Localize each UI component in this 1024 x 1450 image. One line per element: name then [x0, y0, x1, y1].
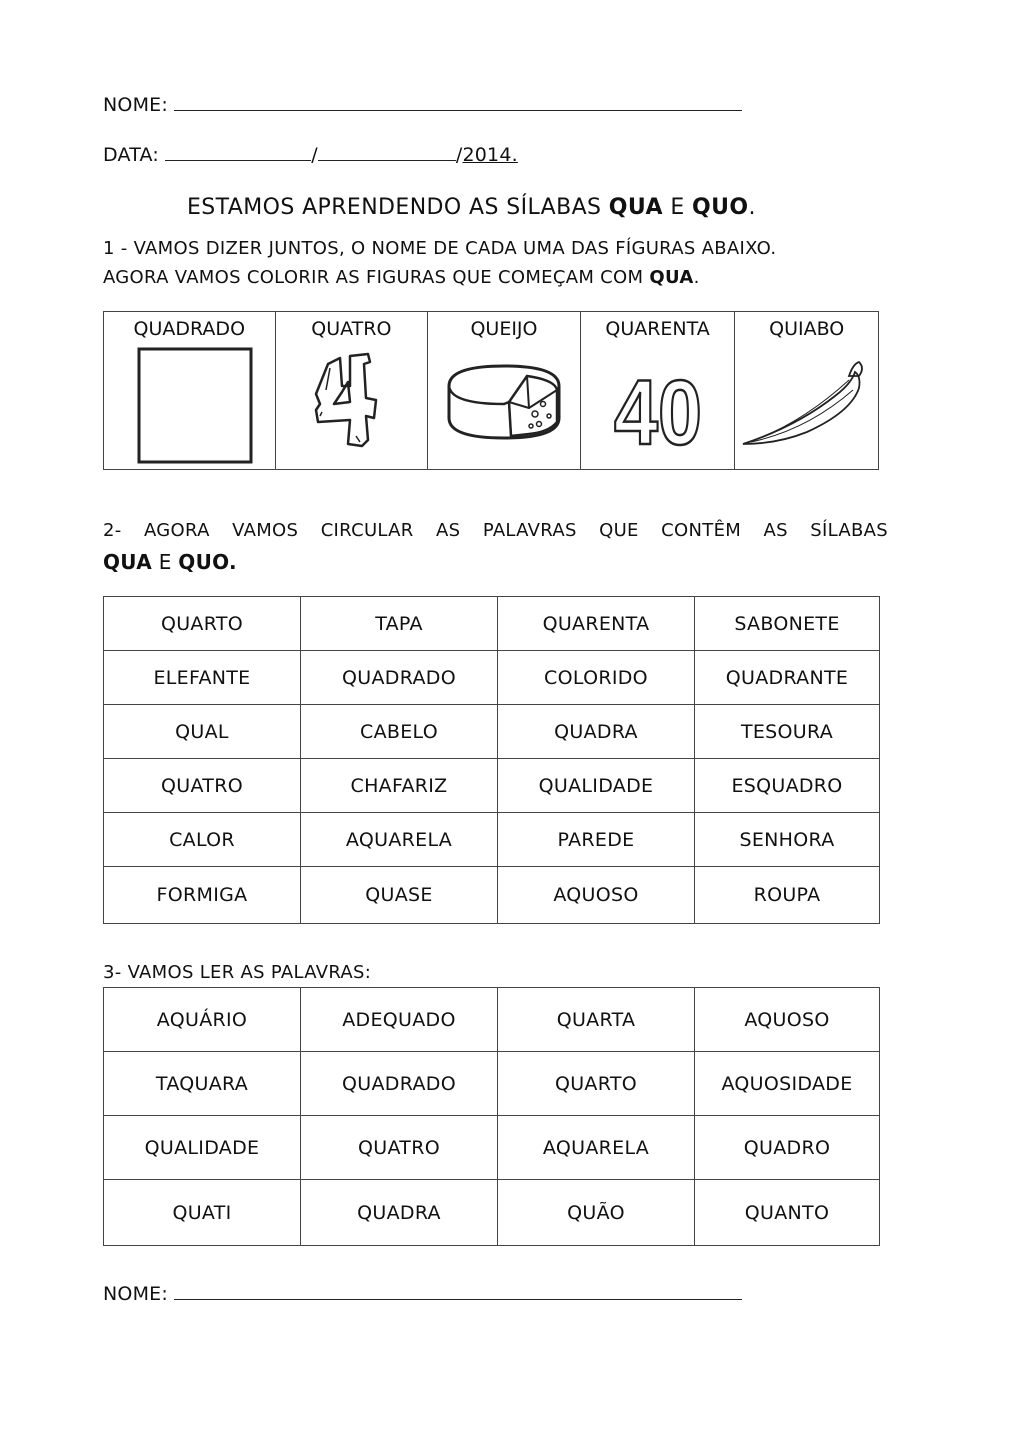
read-words-table [103, 987, 880, 1246]
word-cell[interactable]: TAPA [301, 597, 498, 651]
footer-name-blank[interactable] [174, 1281, 742, 1300]
word-cell: QUADRO [695, 1116, 880, 1180]
word-cell[interactable]: SABONETE [695, 597, 880, 651]
table-row [104, 759, 880, 813]
section2-bold-quo: QUO. [178, 550, 237, 574]
table-row [104, 1116, 880, 1180]
date-separator: / [311, 144, 318, 166]
word-cell[interactable]: QUALIDADE [498, 759, 695, 813]
number-forty-icon [583, 346, 733, 468]
word-cell[interactable]: ESQUADRO [695, 759, 880, 813]
word-cell[interactable]: SENHORA [695, 813, 880, 867]
square-icon [109, 346, 269, 468]
cheese-icon [429, 346, 579, 468]
word-cell: QUARTO [498, 1052, 695, 1116]
table-row [104, 651, 880, 705]
word-cell: QUANTO [695, 1180, 880, 1246]
section1-line2-bold: QUA [649, 267, 694, 288]
section1-line2-text: AGORA VAMOS COLORIR AS FIGURAS QUE COMEÇAM COM [103, 267, 644, 288]
figure-cell-queijo[interactable] [428, 312, 581, 469]
word-cell[interactable]: QUADRA [498, 705, 695, 759]
name-line [103, 92, 742, 116]
word-cell[interactable]: AQUARELA [301, 813, 498, 867]
title-conjunction: E [670, 195, 685, 220]
title-syllable-qua: QUA [608, 195, 663, 220]
word-cell: AQUOSIDADE [695, 1052, 880, 1116]
word-cell[interactable]: QUASE [301, 867, 498, 924]
word-cell: QUARTA [498, 988, 695, 1052]
word-cell: QUATI [104, 1180, 301, 1246]
title-syllable-quo: QUO [692, 195, 749, 220]
word-cell: ADEQUADO [301, 988, 498, 1052]
figure-cell-quarenta[interactable] [581, 312, 736, 469]
figure-label: QUADRADO [133, 318, 246, 340]
figure-cell-quadrado[interactable] [104, 312, 276, 469]
section1-line2 [103, 267, 700, 288]
table-row [104, 705, 880, 759]
date-separator: / [455, 144, 463, 166]
figure-label: QUEIJO [470, 318, 538, 340]
word-cell[interactable]: TESOURA [695, 705, 880, 759]
section3-heading: 3- VAMOS LER AS PALAVRAS: [103, 962, 372, 983]
date-line [103, 142, 518, 166]
figures-table [103, 311, 879, 470]
word-cell[interactable]: QUARENTA [498, 597, 695, 651]
word-cell[interactable]: QUARTO [104, 597, 301, 651]
word-cell[interactable]: CABELO [301, 705, 498, 759]
word-cell[interactable]: COLORIDO [498, 651, 695, 705]
word-cell[interactable]: AQUOSO [498, 867, 695, 924]
name-blank[interactable] [174, 92, 742, 111]
figure-cell-quiabo[interactable] [735, 312, 878, 469]
table-row [104, 1052, 880, 1116]
table-row [104, 867, 880, 924]
word-cell[interactable]: ELEFANTE [104, 651, 301, 705]
word-cell[interactable]: FORMIGA [104, 867, 301, 924]
title-text: ESTAMOS APRENDENDO AS SÍLABAS [187, 195, 602, 220]
section2-conjunction: E [158, 550, 172, 574]
table-row [104, 597, 880, 651]
figure-cell-quatro[interactable] [276, 312, 429, 469]
word-cell: TAQUARA [104, 1052, 301, 1116]
circle-words-table [103, 596, 880, 924]
figure-label: QUARENTA [605, 318, 710, 340]
word-cell[interactable]: QUAL [104, 705, 301, 759]
section2-line2 [103, 550, 237, 574]
word-cell: AQUÁRIO [104, 988, 301, 1052]
word-cell[interactable]: QUATRO [104, 759, 301, 813]
date-year: 2014. [462, 144, 518, 166]
date-day-blank[interactable] [165, 142, 311, 161]
table-row [104, 813, 880, 867]
title-period: . [748, 195, 756, 220]
word-cell: QUADRA [301, 1180, 498, 1246]
word-cell[interactable]: CALOR [104, 813, 301, 867]
table-row [104, 988, 880, 1052]
okra-icon [737, 346, 877, 468]
page-title [187, 195, 756, 220]
word-cell[interactable]: PAREDE [498, 813, 695, 867]
footer-name-line [103, 1281, 742, 1305]
word-cell: AQUOSO [695, 988, 880, 1052]
word-cell[interactable]: CHAFARIZ [301, 759, 498, 813]
word-cell[interactable]: QUADRANTE [695, 651, 880, 705]
section2-bold-qua: QUA [103, 550, 153, 574]
date-label: DATA: [103, 144, 160, 166]
word-cell[interactable]: ROUPA [695, 867, 880, 924]
svg-text:40: 40 [613, 362, 702, 464]
name-label: NOME: [103, 94, 168, 116]
footer-name-label: NOME: [103, 1283, 168, 1305]
section1-line2-period: . [693, 267, 700, 288]
table-row [104, 1180, 880, 1246]
figure-label: QUIABO [769, 318, 845, 340]
word-cell[interactable]: QUADRADO [301, 651, 498, 705]
number-four-icon [276, 346, 426, 468]
word-cell: QUALIDADE [104, 1116, 301, 1180]
word-cell: AQUARELA [498, 1116, 695, 1180]
word-cell: QUATRO [301, 1116, 498, 1180]
date-month-blank[interactable] [318, 142, 456, 161]
section2-line1: 2- AGORA VAMOS CIRCULAR AS PALAVRAS QUE CONTÊM AS SÍLABAS [103, 520, 888, 541]
figure-label: QUATRO [311, 318, 392, 340]
word-cell: QUÃO [498, 1180, 695, 1246]
word-cell: QUADRADO [301, 1052, 498, 1116]
section1-line1: 1 - VAMOS DIZER JUNTOS, O NOME DE CADA UMA DAS FÍGURAS ABAIXO. [103, 238, 777, 259]
